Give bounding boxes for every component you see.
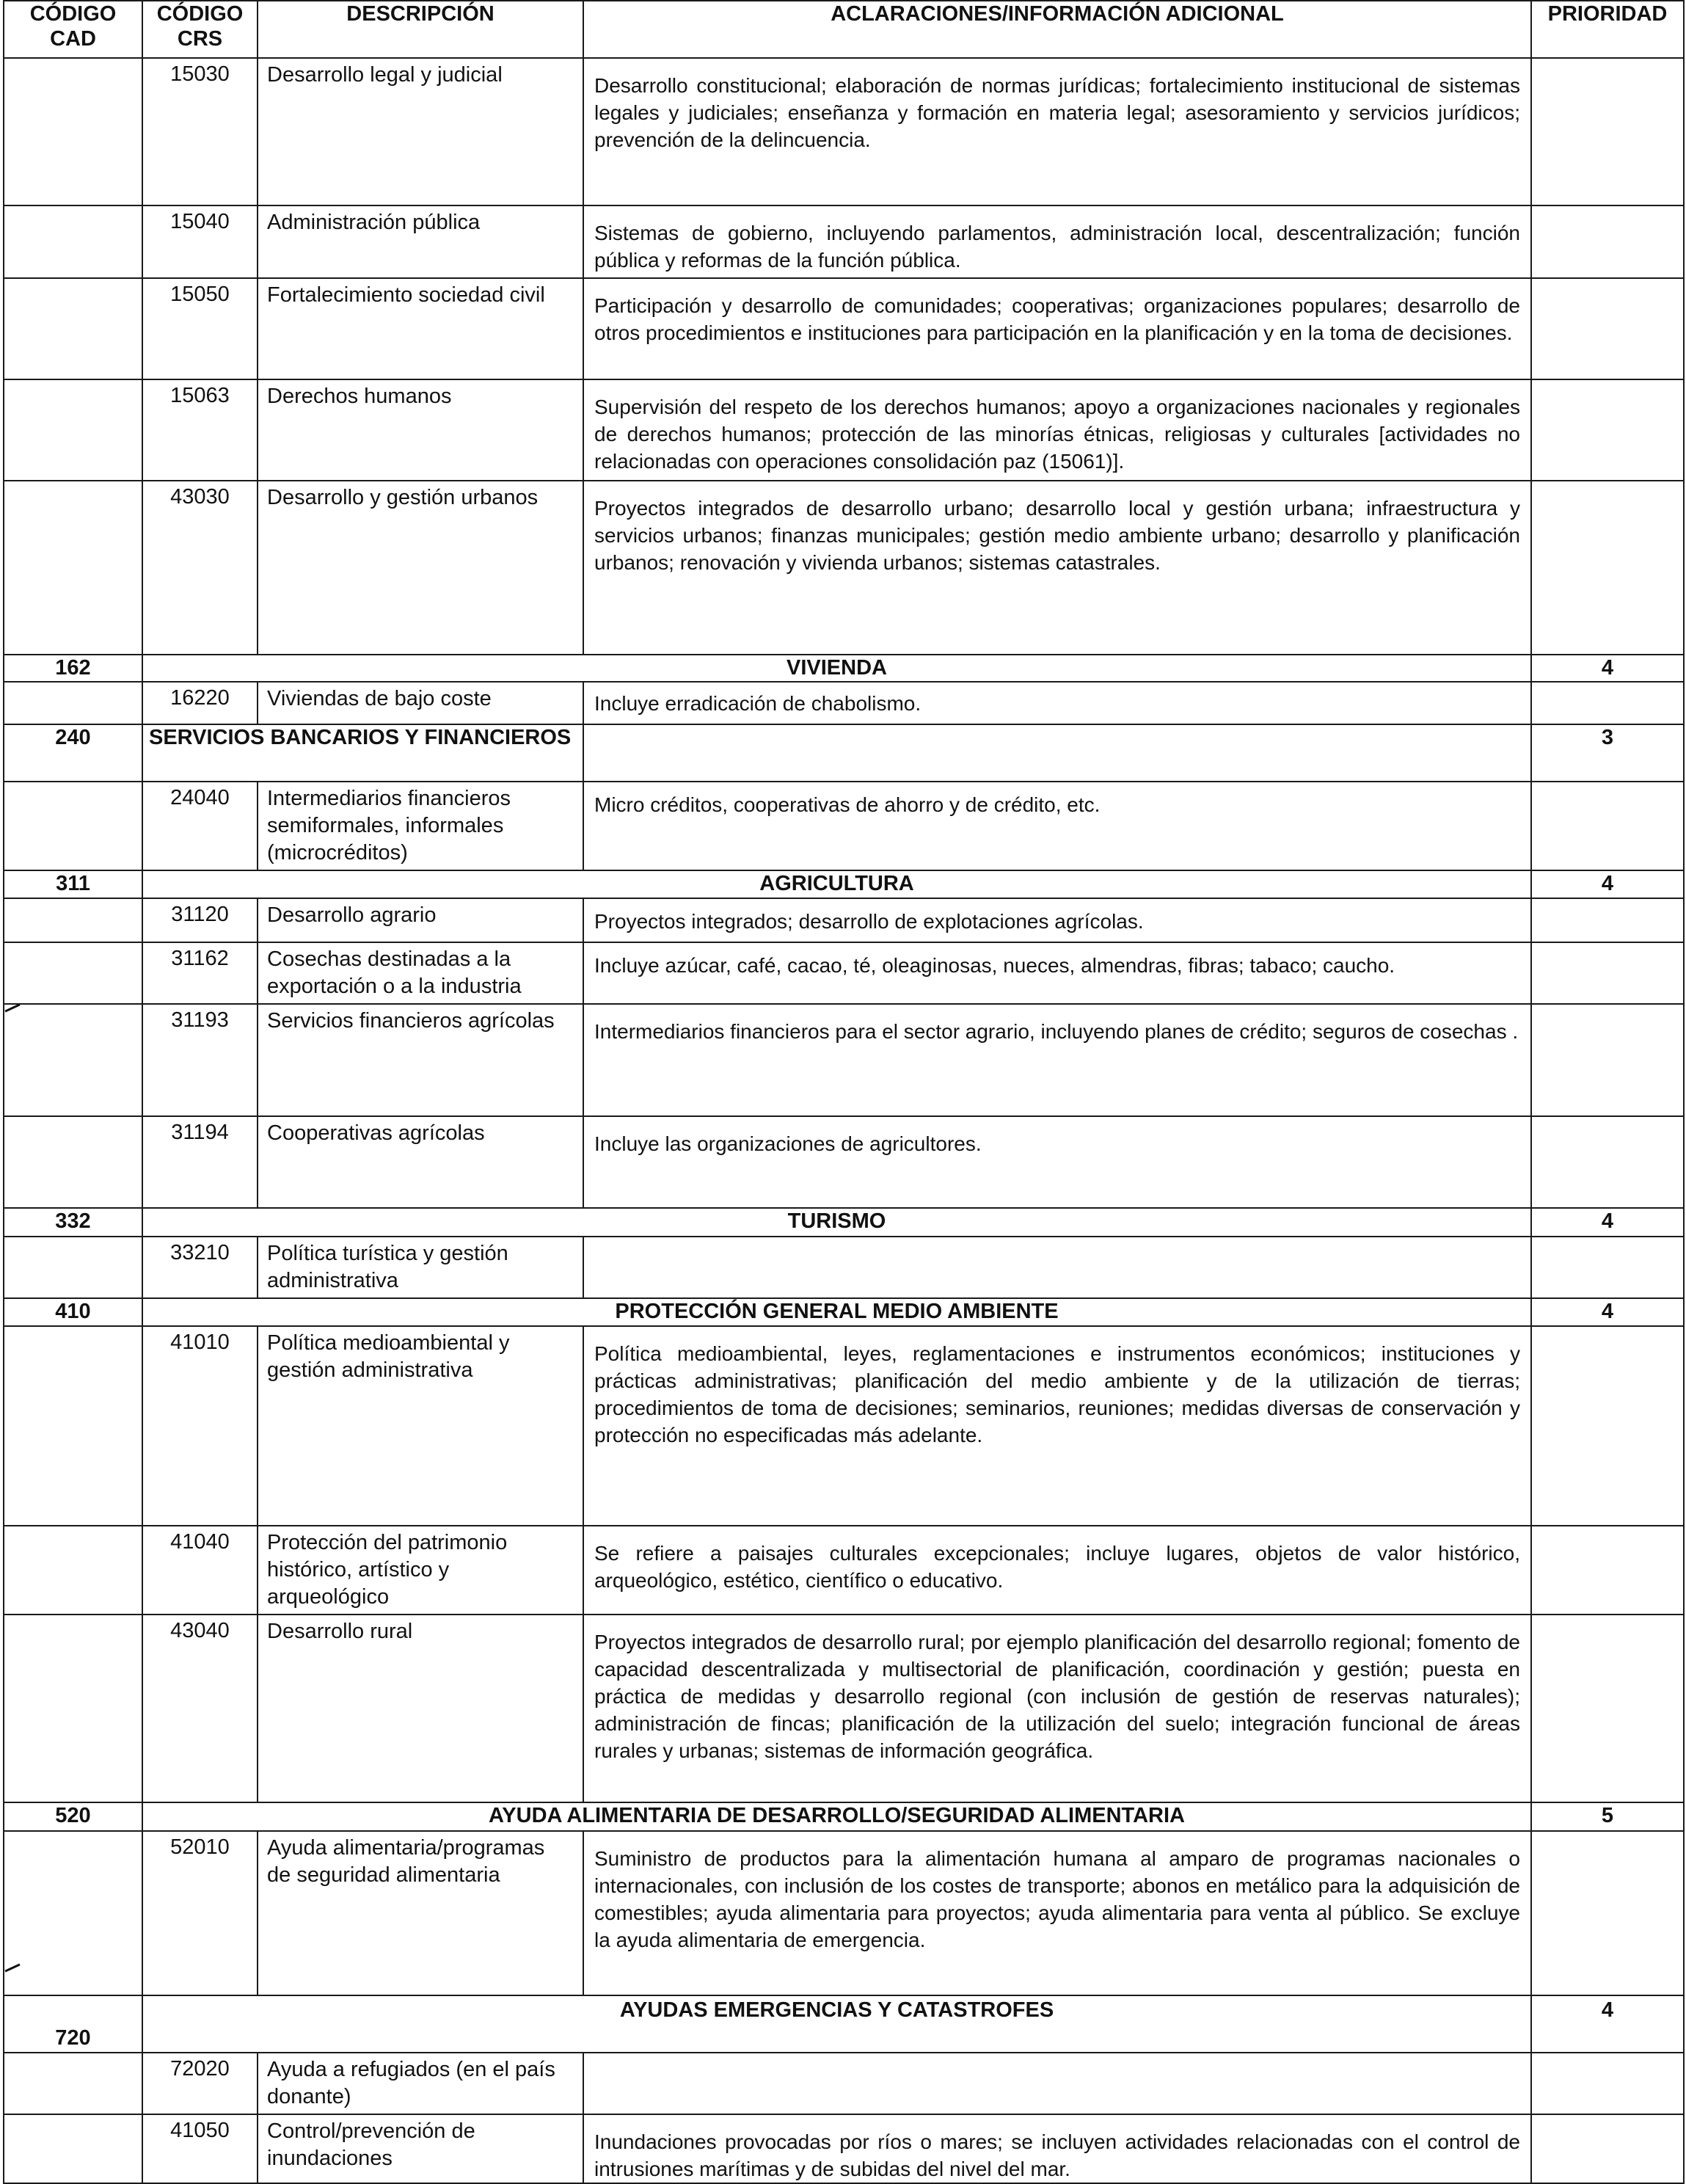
- priority-cell: [1531, 278, 1684, 379]
- priority-cell: [1531, 1116, 1684, 1208]
- crs-code: 24040: [142, 782, 258, 870]
- table-row: [4, 942, 1684, 1004]
- description: Viviendas de bajo coste: [258, 682, 583, 724]
- additional-info: Proyectos integrados; desarrollo de explotaciones agrícolas.: [583, 898, 1531, 942]
- description: Ayuda a refugiados (en el país donante): [258, 2053, 583, 2114]
- description: Desarrollo agrario: [258, 898, 583, 942]
- additional-info: Inundaciones provocadas por ríos o mares; se incluyen actividades relacionadas con el control de intrusiones marítimas y de subidas del nivel del mar.: [583, 2114, 1531, 2183]
- section-priority: 4: [1531, 1298, 1684, 1326]
- description: Política turística y gestión administrativa: [258, 1237, 583, 1298]
- cad-cell: [4, 205, 142, 278]
- crs-code: 15030: [142, 58, 258, 205]
- section-cad-code: 311: [4, 870, 142, 898]
- crs-code: 33210: [142, 1237, 258, 1298]
- priority-cell: [1531, 205, 1684, 278]
- section-title: VIVIENDA: [142, 655, 1531, 682]
- section-title: SERVICIOS BANCARIOS Y FINANCIEROS: [142, 724, 583, 782]
- cad-cell: [4, 1526, 142, 1615]
- additional-info: Incluye las organizaciones de agricultores.: [583, 1116, 1531, 1208]
- table-row: [4, 898, 1684, 942]
- table-row: [4, 1615, 1684, 1802]
- section-priority: 4: [1531, 1208, 1684, 1237]
- priority-table: [3, 0, 1685, 2184]
- section-cad-code: 410: [4, 1298, 142, 1326]
- section-priority: 4: [1531, 655, 1684, 682]
- section-row: [4, 1208, 1684, 1237]
- description: Desarrollo y gestión urbanos: [258, 481, 583, 655]
- section-title: TURISMO: [142, 1208, 1531, 1237]
- priority-cell: [1531, 1237, 1684, 1298]
- priority-cell: [1531, 58, 1684, 205]
- header-info: ACLARACIONES/INFORMACIÓN ADICIONAL: [583, 1, 1531, 58]
- header-description: DESCRIPCIÓN: [258, 1, 583, 58]
- additional-info: Suministro de productos para la alimentación humana al amparo de programas nacionales o internacionales, con inclusión de los costes de transporte; abonos en metálico para la adquisición de comestibles; ayuda alimentaria para proyectos; ayuda alimentaria para venta al público. Se excluye la ayuda alimentaria de emergencia.: [583, 1831, 1531, 1995]
- table-row: [4, 1237, 1684, 1298]
- header-priority: PRIORIDAD: [1531, 1, 1684, 58]
- priority-cell: [1531, 898, 1684, 942]
- table-row: [4, 481, 1684, 655]
- section-row: [4, 1802, 1684, 1831]
- description: Política medioambiental y gestión administrativa: [258, 1326, 583, 1526]
- cad-cell: [4, 481, 142, 655]
- additional-info: [583, 2053, 1531, 2114]
- additional-info: Se refiere a paisajes culturales excepcionales; incluye lugares, objetos de valor histórico, arqueológico, estético, científico o educativo.: [583, 1526, 1531, 1615]
- crs-code: 41040: [142, 1526, 258, 1615]
- priority-cell: [1531, 1831, 1684, 1995]
- section-row: [4, 870, 1684, 898]
- section-cad-code: 720: [4, 1995, 142, 2053]
- description: Intermediarios financieros semiformales, informales (microcréditos): [258, 782, 583, 870]
- crs-code: 15040: [142, 205, 258, 278]
- section-title: AGRICULTURA: [142, 870, 1531, 898]
- additional-info: Incluye azúcar, café, cacao, té, oleaginosas, nueces, almendras, fibras; tabaco; caucho.: [583, 942, 1531, 1004]
- header-crs: CÓDIGO CRS: [142, 1, 258, 58]
- priority-cell: [1531, 782, 1684, 870]
- additional-info: Incluye erradicación de chabolismo.: [583, 682, 1531, 724]
- table-row: [4, 1116, 1684, 1208]
- crs-code: 31162: [142, 942, 258, 1004]
- priority-cell: [1531, 682, 1684, 724]
- cad-cell: [4, 2114, 142, 2183]
- table-row: [4, 682, 1684, 724]
- description: Derechos humanos: [258, 379, 583, 481]
- crs-code: 15063: [142, 379, 258, 481]
- priority-cell: [1531, 379, 1684, 481]
- section-priority: 4: [1531, 870, 1684, 898]
- description: Cosechas destinadas a la exportación o a la industria: [258, 942, 583, 1004]
- cad-cell: [4, 379, 142, 481]
- cad-cell: [4, 2053, 142, 2114]
- cad-cell: [4, 942, 142, 1004]
- additional-info: Proyectos integrados de desarrollo urbano; desarrollo local y gestión urbana; infraestructura y servicios urbanos; finanzas municipales; gestión medio ambiente urbano; desarrollo y planificación urbanos; renovación y vivienda urbanos; sistemas catastrales.: [583, 481, 1531, 655]
- header-cad: CÓDIGO CAD: [4, 1, 142, 58]
- crs-code: 43040: [142, 1615, 258, 1802]
- cad-cell: [4, 682, 142, 724]
- table-row: [4, 205, 1684, 278]
- table-row: [4, 1831, 1684, 1995]
- cad-cell: [4, 278, 142, 379]
- crs-code: 43030: [142, 481, 258, 655]
- crs-code: 41010: [142, 1326, 258, 1526]
- crs-code: 16220: [142, 682, 258, 724]
- cad-cell: [4, 782, 142, 870]
- section-row: [4, 1995, 1684, 2053]
- table-row: [4, 1326, 1684, 1526]
- priority-cell: [1531, 481, 1684, 655]
- additional-info: Sistemas de gobierno, incluyendo parlamentos, administración local, descentralización; función pública y reformas de la función pública.: [583, 205, 1531, 278]
- crs-code: 31193: [142, 1004, 258, 1116]
- section-row: [4, 655, 1684, 682]
- description: Control/prevención de inundaciones: [258, 2114, 583, 2183]
- additional-info: Política medioambiental, leyes, reglamentaciones e instrumentos económicos; instituciones y prácticas administrativas; planificación del medio ambiente y de la utilización de tierras; procedimientos de toma de decisiones; seminarios, reuniones; medidas diversas de conservación y protección no especificadas más adelante.: [583, 1326, 1531, 1526]
- table-row: [4, 1526, 1684, 1615]
- section-priority: 4: [1531, 1995, 1684, 2053]
- table-row: [4, 1004, 1684, 1116]
- crs-code: 41050: [142, 2114, 258, 2183]
- section-title: AYUDAS EMERGENCIAS Y CATASTROFES: [142, 1995, 1531, 2053]
- priority-cell: [1531, 1004, 1684, 1116]
- additional-info: [583, 1237, 1531, 1298]
- description: Desarrollo rural: [258, 1615, 583, 1802]
- section-cad-code: 520: [4, 1802, 142, 1831]
- table-row: [4, 379, 1684, 481]
- crs-code: 31194: [142, 1116, 258, 1208]
- empty-cell: [583, 724, 1531, 782]
- crs-code: 15050: [142, 278, 258, 379]
- section-priority: 3: [1531, 724, 1684, 782]
- additional-info: Supervisión del respeto de los derechos humanos; apoyo a organizaciones nacionales y regionales de derechos humanos; protección de las minorías étnicas, religiosas y culturales [actividades no relacionadas con operaciones consolidación paz (15061)].: [583, 379, 1531, 481]
- cad-cell: [4, 1615, 142, 1802]
- section-priority: 5: [1531, 1802, 1684, 1831]
- crs-code: 72020: [142, 2053, 258, 2114]
- cad-cell: [4, 898, 142, 942]
- description: Servicios financieros agrícolas: [258, 1004, 583, 1116]
- cad-cell: [4, 1116, 142, 1208]
- table-row: [4, 278, 1684, 379]
- cad-cell: [4, 1004, 142, 1116]
- priority-cell: [1531, 1526, 1684, 1615]
- section-title: PROTECCIÓN GENERAL MEDIO AMBIENTE: [142, 1298, 1531, 1326]
- section-row: [4, 1298, 1684, 1326]
- description: Cooperativas agrícolas: [258, 1116, 583, 1208]
- table-row: [4, 782, 1684, 870]
- cad-cell: [4, 1326, 142, 1526]
- description: Fortalecimiento sociedad civil: [258, 278, 583, 379]
- table-row: [4, 2114, 1684, 2183]
- description: Desarrollo legal y judicial: [258, 58, 583, 205]
- table-row: [4, 2053, 1684, 2114]
- section-cad-code: 332: [4, 1208, 142, 1237]
- section-row: [4, 724, 1684, 782]
- description: Ayuda alimentaria/programas de seguridad alimentaria: [258, 1831, 583, 1995]
- priority-cell: [1531, 942, 1684, 1004]
- crs-code: 52010: [142, 1831, 258, 1995]
- crs-code: 31120: [142, 898, 258, 942]
- additional-info: Desarrollo constitucional; elaboración de normas jurídicas; fortalecimiento institucional de sistemas legales y judiciales; enseñanza y formación en materia legal; asesoramiento y servicios jurídicos; prevención de la delincuencia.: [583, 58, 1531, 205]
- header-row: [4, 1, 1684, 58]
- additional-info: Participación y desarrollo de comunidades; cooperativas; organizaciones populares; desarrollo de otros procedimientos e instituciones para participación en la planificación y en la toma de decisiones.: [583, 278, 1531, 379]
- section-cad-code: 162: [4, 655, 142, 682]
- additional-info: Proyectos integrados de desarrollo rural; por ejemplo planificación del desarrollo regional; fomento de capacidad descentralizada y multisectorial de planificación, coordinación y gestión; puesta en práctica de medidas y desarrollo regional (con inclusión de gestión de reservas naturales); administración de fincas; planificación de la utilización del suelo; integración funcional de áreas rurales y urbanas; sistemas de información geográfica.: [583, 1615, 1531, 1802]
- priority-cell: [1531, 2114, 1684, 2183]
- cad-cell: [4, 1831, 142, 1995]
- section-title: AYUDA ALIMENTARIA DE DESARROLLO/SEGURIDAD ALIMENTARIA: [142, 1802, 1531, 1831]
- table-row: [4, 58, 1684, 205]
- additional-info: Micro créditos, cooperativas de ahorro y de crédito, etc.: [583, 782, 1531, 870]
- priority-cell: [1531, 1615, 1684, 1802]
- priority-cell: [1531, 1326, 1684, 1526]
- section-cad-code: 240: [4, 724, 142, 782]
- description: Administración pública: [258, 205, 583, 278]
- priority-cell: [1531, 2053, 1684, 2114]
- additional-info: Intermediarios financieros para el sector agrario, incluyendo planes de crédito; seguros de cosechas .: [583, 1004, 1531, 1116]
- cad-cell: [4, 1237, 142, 1298]
- description: Protección del patrimonio histórico, artístico y arqueológico: [258, 1526, 583, 1615]
- cad-cell: [4, 58, 142, 205]
